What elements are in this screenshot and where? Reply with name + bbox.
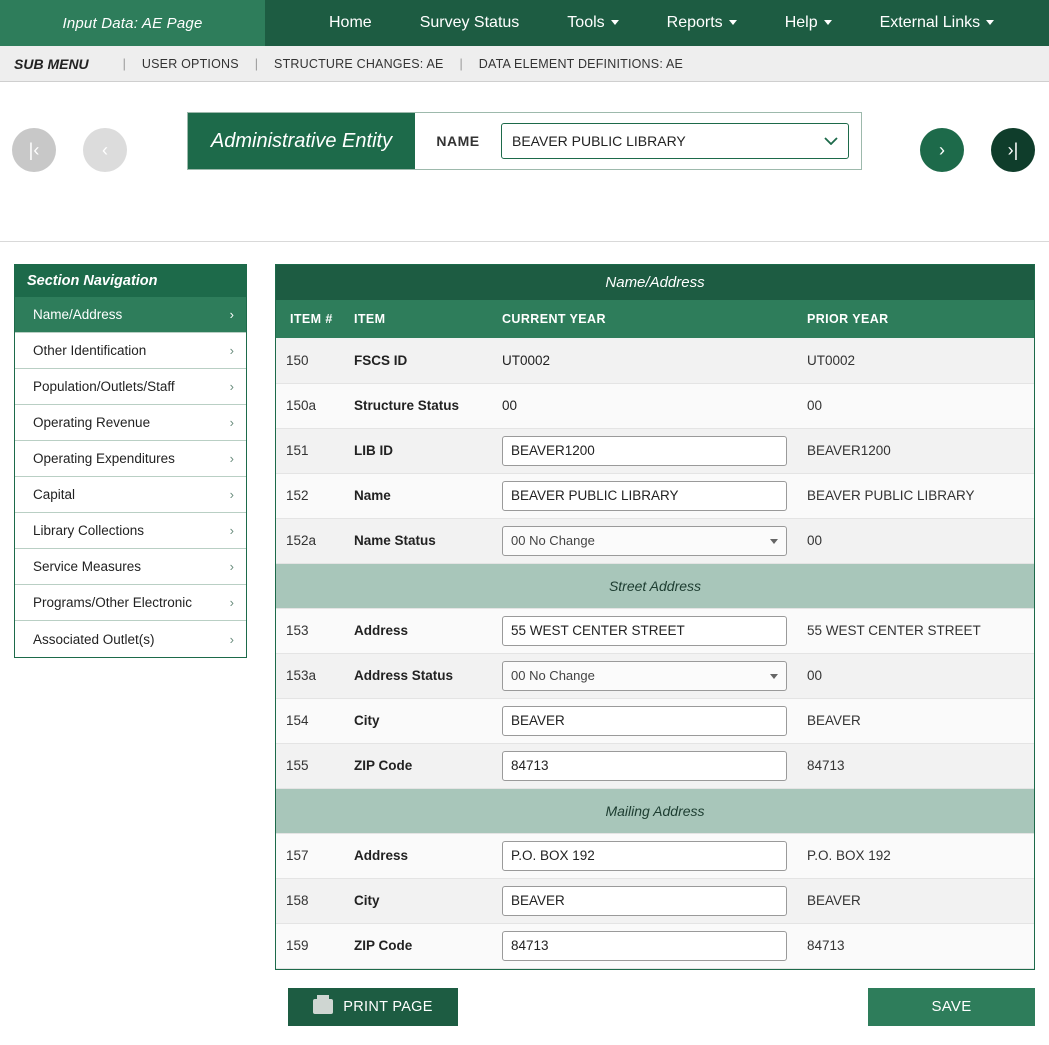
- table-row: [276, 428, 1034, 473]
- sidebar-item-label: Programs/Other Electronic: [33, 595, 193, 610]
- cell-prior-year: P.O. BOX 192: [797, 833, 1034, 878]
- footer-actions: [0, 970, 1049, 1042]
- cell-item-label: Name: [344, 473, 492, 518]
- chevron-right-icon: ›: [229, 415, 234, 430]
- chevron-right-icon: ›: [229, 307, 234, 322]
- page-title-brand: Input Data: AE Page: [0, 0, 265, 46]
- submenu-item-user-options[interactable]: USER OPTIONS: [141, 56, 239, 71]
- input-zip-code[interactable]: [502, 931, 787, 961]
- sidebar-item-name-address[interactable]: [15, 297, 246, 333]
- nav-item-reports[interactable]: Reports: [643, 0, 761, 46]
- input-value: BEAVER: [511, 893, 565, 908]
- cell-current-year: [492, 923, 797, 968]
- input-zip-code[interactable]: [502, 751, 787, 781]
- submenu-item-data-element-definitions[interactable]: DATA ELEMENT DEFINITIONS: AE: [478, 56, 684, 71]
- cell-prior-year: 84713: [797, 743, 1034, 788]
- print-page-button[interactable]: [288, 988, 458, 1026]
- input-city[interactable]: [502, 886, 787, 916]
- table-row: [276, 878, 1034, 923]
- main-menu: [265, 0, 1049, 46]
- entity-name-value: BEAVER PUBLIC LIBRARY: [512, 133, 686, 149]
- section-navigation: [14, 264, 247, 658]
- sidebar-item-associated-outlet-s[interactable]: [15, 621, 246, 657]
- input-value: 84713: [511, 758, 549, 773]
- page-content: [0, 242, 1049, 970]
- column-header-current-year: CURRENT YEAR: [492, 300, 797, 338]
- chevron-down-icon: [729, 20, 737, 25]
- table-row: [276, 743, 1034, 788]
- nav-item-help[interactable]: Help: [761, 0, 856, 46]
- cell-item-number: 152: [276, 473, 344, 518]
- cell-prior-year: BEAVER PUBLIC LIBRARY: [797, 473, 1034, 518]
- input-city[interactable]: [502, 706, 787, 736]
- chevron-right-icon: ›: [229, 487, 234, 502]
- entity-type-label: Administrative Entity: [188, 113, 415, 169]
- sub-menu-title: SUB MENU: [14, 55, 89, 72]
- sidebar-item-population-outlets-staff[interactable]: [15, 369, 246, 405]
- cell-prior-year: 00: [797, 383, 1034, 428]
- submenu-item-structure-changes[interactable]: STRUCTURE CHANGES: AE: [274, 56, 444, 71]
- cell-item-label: Address: [344, 608, 492, 653]
- chevron-down-icon: [770, 539, 778, 544]
- table-row: [276, 383, 1034, 428]
- previous-record-button[interactable]: ‹: [83, 128, 127, 172]
- select-value: 00 No Change: [511, 668, 595, 683]
- cell-item-label: Address: [344, 833, 492, 878]
- input-value: BEAVER1200: [511, 443, 595, 458]
- cell-item-label: City: [344, 698, 492, 743]
- save-label: SAVE: [931, 998, 972, 1015]
- input-value: 84713: [511, 938, 549, 953]
- cell-current-year: [492, 698, 797, 743]
- cell-item-number: 155: [276, 743, 344, 788]
- chevron-down-icon: [986, 20, 994, 25]
- table-row: [276, 833, 1034, 878]
- name-label: NAME: [436, 133, 480, 149]
- chevron-right-icon: ›: [229, 343, 234, 358]
- chevron-down-icon: [611, 20, 619, 25]
- cell-current-year: [492, 383, 797, 428]
- entity-selector: [187, 112, 862, 170]
- sidebar-item-label: Other Identification: [33, 343, 147, 358]
- cell-item-label: Address Status: [344, 653, 492, 698]
- divider: |: [122, 56, 126, 71]
- sidebar-item-operating-expenditures[interactable]: [15, 441, 246, 477]
- chevron-right-icon: ›: [229, 379, 234, 394]
- cell-item-label: ZIP Code: [344, 923, 492, 968]
- printer-icon: [313, 999, 333, 1014]
- chevron-right-icon: ›: [229, 523, 234, 538]
- table-row: [276, 653, 1034, 698]
- top-navigation-bar: [0, 0, 1049, 46]
- select-value: 00 No Change: [511, 533, 595, 548]
- cell-item-label: City: [344, 878, 492, 923]
- chevron-right-icon: ›: [229, 631, 234, 647]
- cell-item-label: Structure Status: [344, 383, 492, 428]
- section-navigation-title: Section Navigation: [15, 265, 246, 297]
- first-record-button[interactable]: |‹: [12, 128, 56, 172]
- chevron-down-icon: [770, 674, 778, 679]
- chevron-right-icon: ›: [229, 559, 234, 574]
- cell-item-label: FSCS ID: [344, 338, 492, 383]
- table-row: [276, 338, 1034, 383]
- cell-current-year: [492, 743, 797, 788]
- last-record-button[interactable]: ›|: [991, 128, 1035, 172]
- input-value: P.O. BOX 192: [511, 848, 595, 863]
- cell-item-number: 158: [276, 878, 344, 923]
- cell-current-year: [492, 518, 797, 563]
- table-header-row: [276, 300, 1034, 338]
- divider: |: [459, 56, 463, 71]
- cell-prior-year: 00: [797, 518, 1034, 563]
- chevron-down-icon: [824, 137, 838, 145]
- cell-item-label: LIB ID: [344, 428, 492, 473]
- sidebar-item-library-collections[interactable]: [15, 513, 246, 549]
- table-row: [276, 698, 1034, 743]
- readonly-value: UT0002: [502, 352, 551, 368]
- input-value: BEAVER PUBLIC LIBRARY: [511, 488, 679, 503]
- sidebar-item-service-measures[interactable]: [15, 549, 246, 585]
- chevron-down-icon: [824, 20, 832, 25]
- divider: |: [254, 56, 259, 71]
- cell-item-number: 153: [276, 608, 344, 653]
- input-lib-id[interactable]: [502, 436, 787, 466]
- sidebar-item-other-identification[interactable]: [15, 333, 246, 369]
- table-row: [276, 608, 1034, 653]
- column-header-prior-year: PRIOR YEAR: [797, 300, 1034, 338]
- cell-current-year: [492, 428, 797, 473]
- readonly-value: 00: [502, 398, 518, 413]
- cell-item-number: 157: [276, 833, 344, 878]
- table-subheader-label: Street Address: [276, 563, 1034, 608]
- cell-prior-year: BEAVER: [797, 878, 1034, 923]
- cell-current-year: [492, 653, 797, 698]
- name-address-panel: [275, 264, 1035, 970]
- cell-item-number: 150: [276, 338, 344, 383]
- nav-item-tools[interactable]: Tools: [543, 0, 642, 46]
- table-subheader-label: Mailing Address: [276, 788, 1034, 833]
- cell-prior-year: UT0002: [797, 338, 1034, 383]
- input-name[interactable]: [502, 481, 787, 511]
- save-button[interactable]: [868, 988, 1035, 1026]
- column-header-item-num: ITEM #: [276, 300, 344, 338]
- cell-item-number: 154: [276, 698, 344, 743]
- sidebar-item-label: Service Measures: [33, 559, 142, 574]
- sidebar-item-label: Associated Outlet(s): [33, 631, 155, 647]
- table-row: [276, 923, 1034, 968]
- cell-item-label: ZIP Code: [344, 743, 492, 788]
- nav-item-external-links[interactable]: External Links: [856, 0, 1019, 46]
- sidebar-item-label: Population/Outlets/Staff: [33, 379, 175, 394]
- sidebar-item-operating-revenue[interactable]: [15, 405, 246, 441]
- input-value: 55 WEST CENTER STREET: [511, 623, 685, 638]
- sidebar-item-label: Library Collections: [33, 523, 145, 538]
- sidebar-item-label: Operating Revenue: [33, 415, 151, 430]
- cell-item-number: 151: [276, 428, 344, 473]
- cell-current-year: [492, 473, 797, 518]
- sidebar-item-programs-other-electronic[interactable]: [15, 585, 246, 621]
- sidebar-item-label: Operating Expenditures: [33, 451, 175, 466]
- cell-item-number: 159: [276, 923, 344, 968]
- name-address-table: [276, 300, 1034, 969]
- sidebar-item-label: Capital: [33, 487, 76, 502]
- sidebar-item-capital[interactable]: [15, 477, 246, 513]
- table-row: [276, 518, 1034, 563]
- sub-menu-bar: [0, 46, 1049, 82]
- cell-current-year: [492, 833, 797, 878]
- chevron-right-icon: ›: [229, 451, 234, 466]
- cell-prior-year: 00: [797, 653, 1034, 698]
- column-header-item: ITEM: [344, 300, 492, 338]
- table-row: [276, 473, 1034, 518]
- cell-current-year: [492, 878, 797, 923]
- cell-item-label: Name Status: [344, 518, 492, 563]
- cell-current-year: [492, 608, 797, 653]
- nav-item-survey-status[interactable]: Survey Status: [419, 14, 520, 31]
- table-subheader-row: [276, 563, 1034, 608]
- cell-item-number: 153a: [276, 653, 344, 698]
- entity-selector-bar: [0, 82, 1049, 242]
- chevron-right-icon: ›: [229, 595, 234, 610]
- next-record-button[interactable]: ›: [920, 128, 964, 172]
- input-address[interactable]: [502, 616, 787, 646]
- print-page-label: PRINT PAGE: [343, 998, 433, 1015]
- entity-name-dropdown[interactable]: [501, 123, 849, 159]
- cell-item-number: 152a: [276, 518, 344, 563]
- cell-prior-year: BEAVER1200: [797, 428, 1034, 473]
- sidebar-item-label: Name/Address: [33, 307, 123, 322]
- nav-item-home[interactable]: Home: [329, 14, 372, 31]
- select-address-status[interactable]: [502, 661, 787, 691]
- cell-prior-year: 55 WEST CENTER STREET: [797, 608, 1034, 653]
- cell-item-number: 150a: [276, 383, 344, 428]
- cell-prior-year: 84713: [797, 923, 1034, 968]
- input-address[interactable]: [502, 841, 787, 871]
- cell-current-year: [492, 338, 797, 383]
- input-value: BEAVER: [511, 713, 565, 728]
- panel-title: Name/Address: [276, 265, 1034, 300]
- table-subheader-row: [276, 788, 1034, 833]
- select-name-status[interactable]: [502, 526, 787, 556]
- cell-prior-year: BEAVER: [797, 698, 1034, 743]
